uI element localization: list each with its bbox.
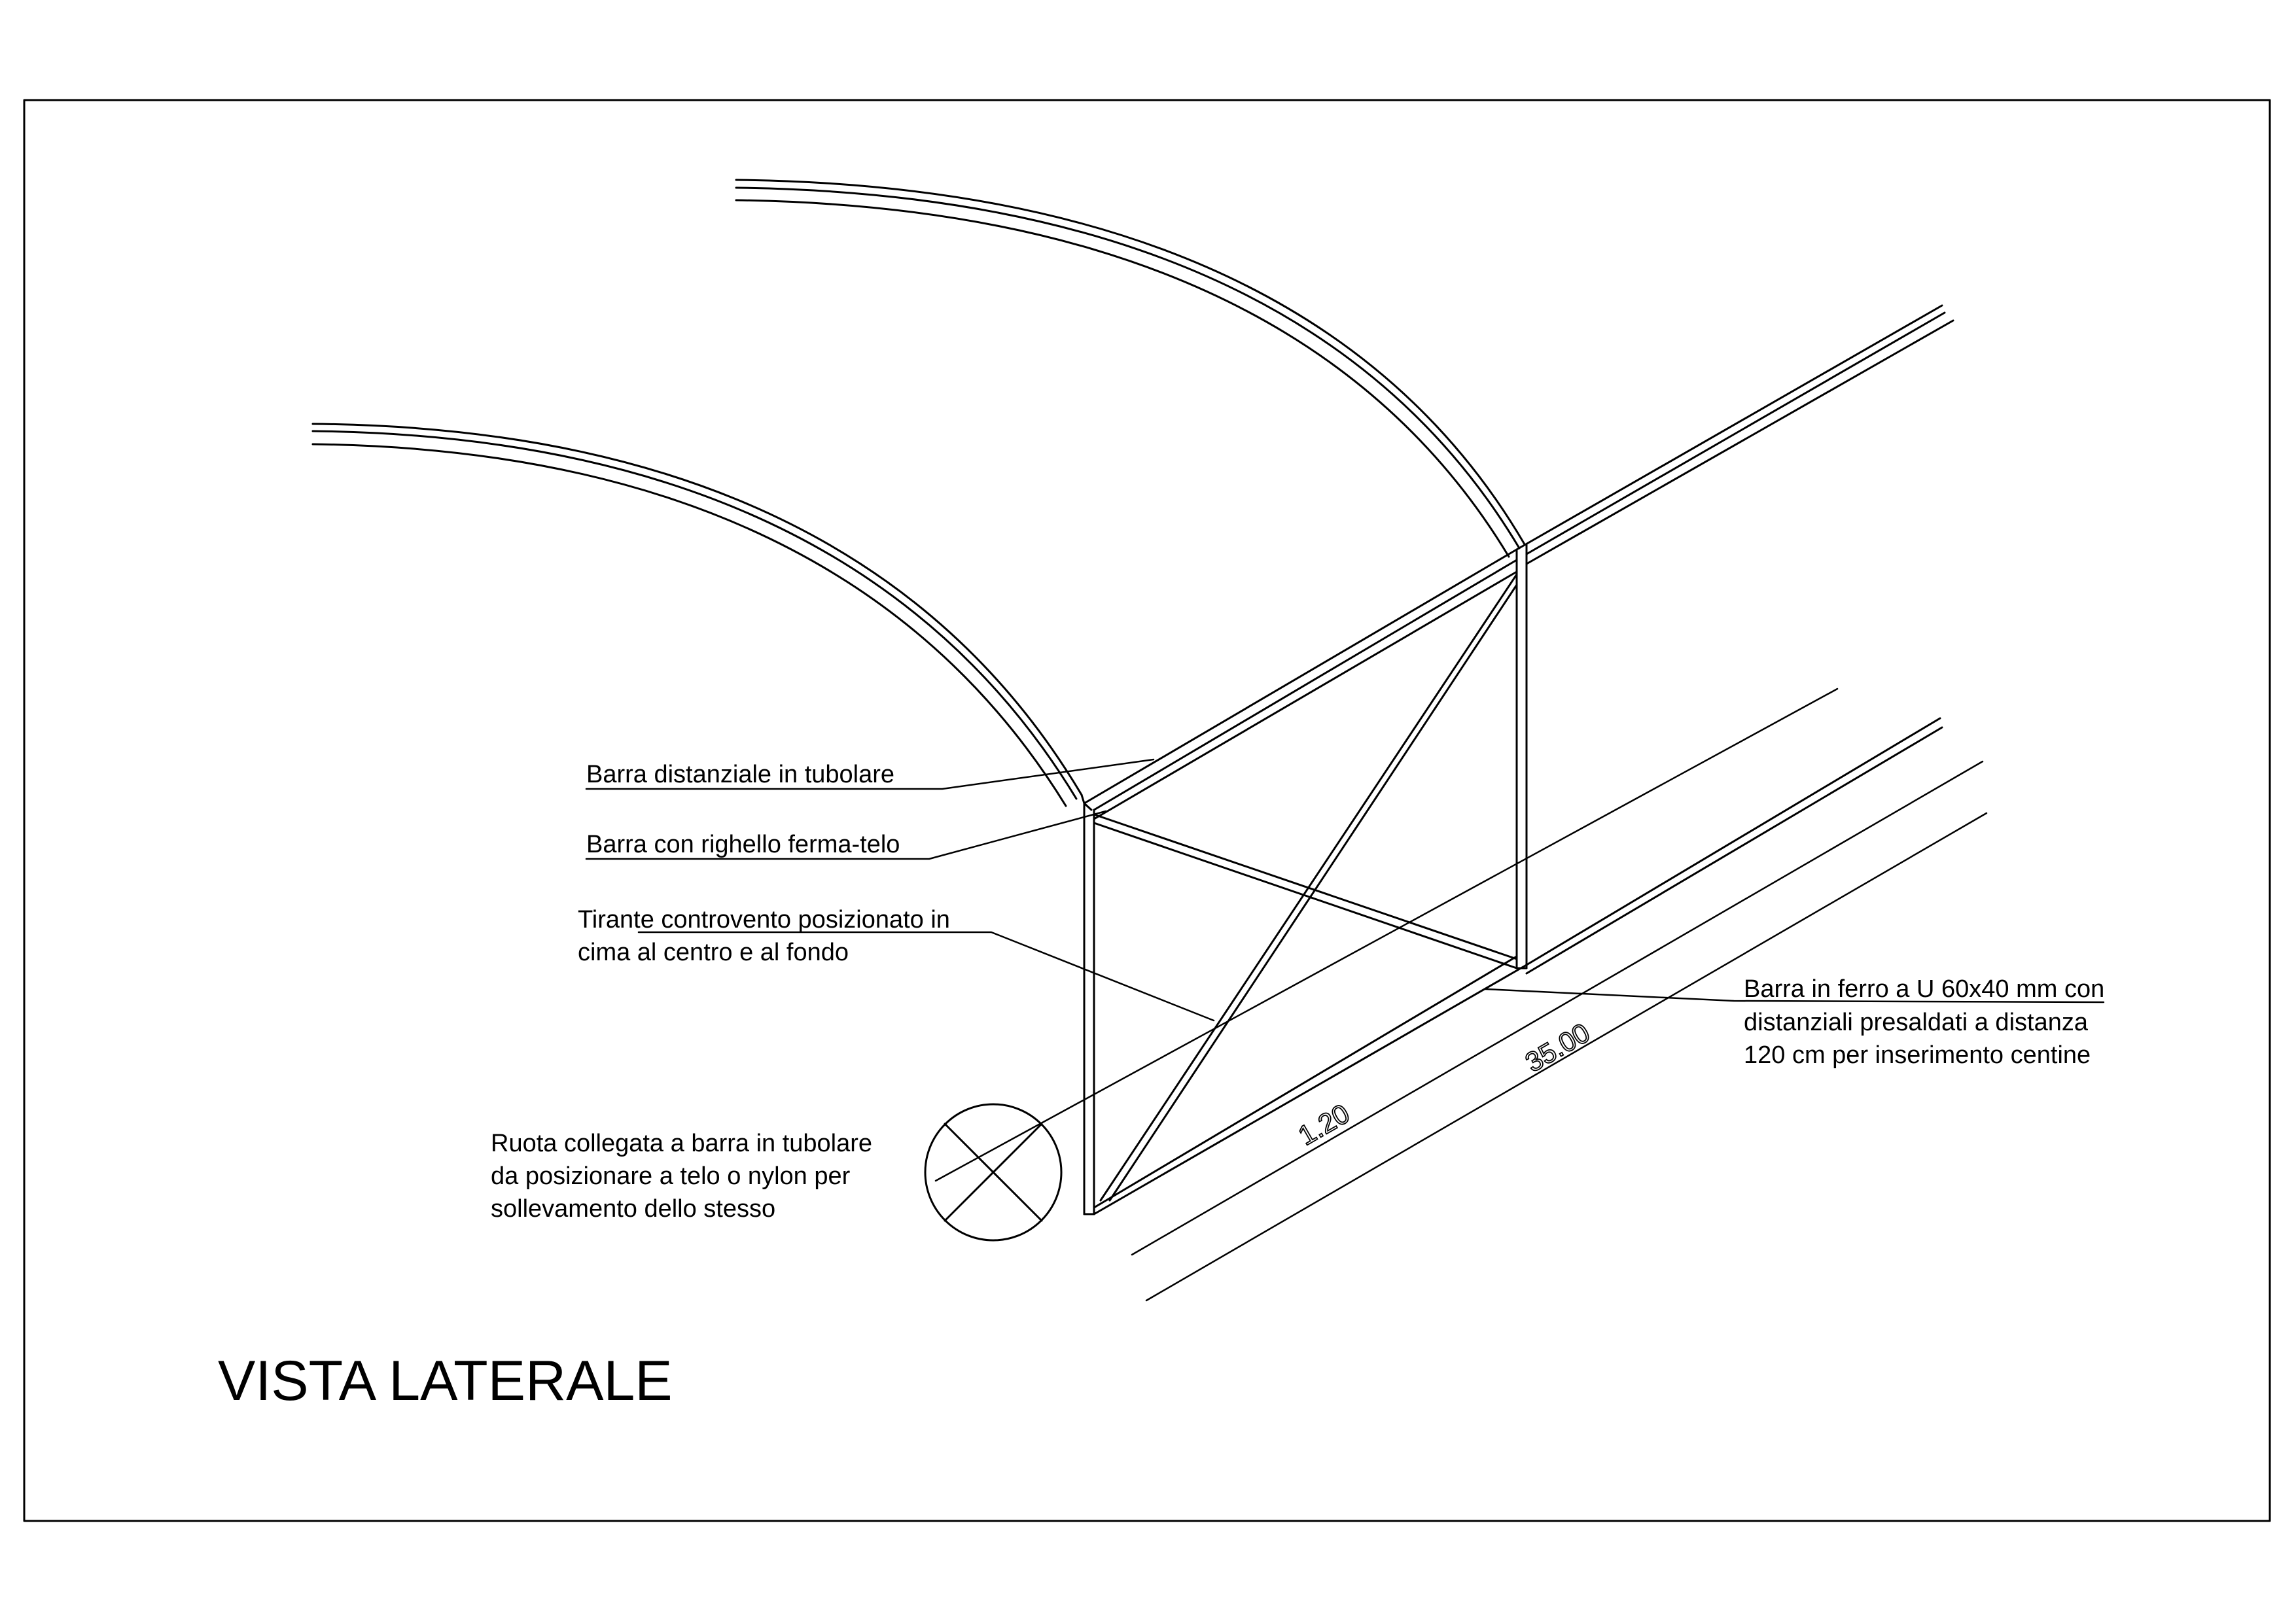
front-post xyxy=(1082,795,1094,1214)
label-u-bar-line2: distanziali presaldati a distanza xyxy=(1744,1009,2088,1036)
sheet-border xyxy=(24,100,2270,1521)
label-u-bar-line3: 120 cm per inserimento centine xyxy=(1744,1041,2091,1069)
label-brace-line1: Tirante controvento posizionato in xyxy=(578,906,950,934)
label-u-bar-line1: Barra in ferro a U 60x40 mm con xyxy=(1744,975,2105,1003)
label-wheel-line1: Ruota collegata a barra in tubolare xyxy=(491,1130,873,1157)
dimension-module-spacing: 1.20 xyxy=(1293,1098,1355,1151)
rear-post xyxy=(1517,544,1527,968)
page-title: VISTA LATERALE xyxy=(218,1350,673,1412)
wind-bracing xyxy=(1094,574,1517,1200)
label-brace-line2: cima al centro e al fondo xyxy=(578,939,849,966)
label-wheel-line3: sollevamento dello stesso xyxy=(491,1195,776,1223)
dimension-total-length: 35.00 xyxy=(1520,1017,1595,1078)
bottom-u-bar xyxy=(1094,718,1942,1214)
label-ruler-bar: Barra con righello ferma-telo xyxy=(586,831,900,858)
front-arch xyxy=(313,424,1082,806)
label-spacer-bar: Barra distanziale in tubolare xyxy=(586,761,895,788)
rear-arch xyxy=(736,180,1525,557)
wheel-symbol xyxy=(925,1104,1061,1240)
top-bar-extension xyxy=(1517,305,1953,564)
label-wheel-line2: da posizionare a telo o nylon per xyxy=(491,1162,851,1190)
